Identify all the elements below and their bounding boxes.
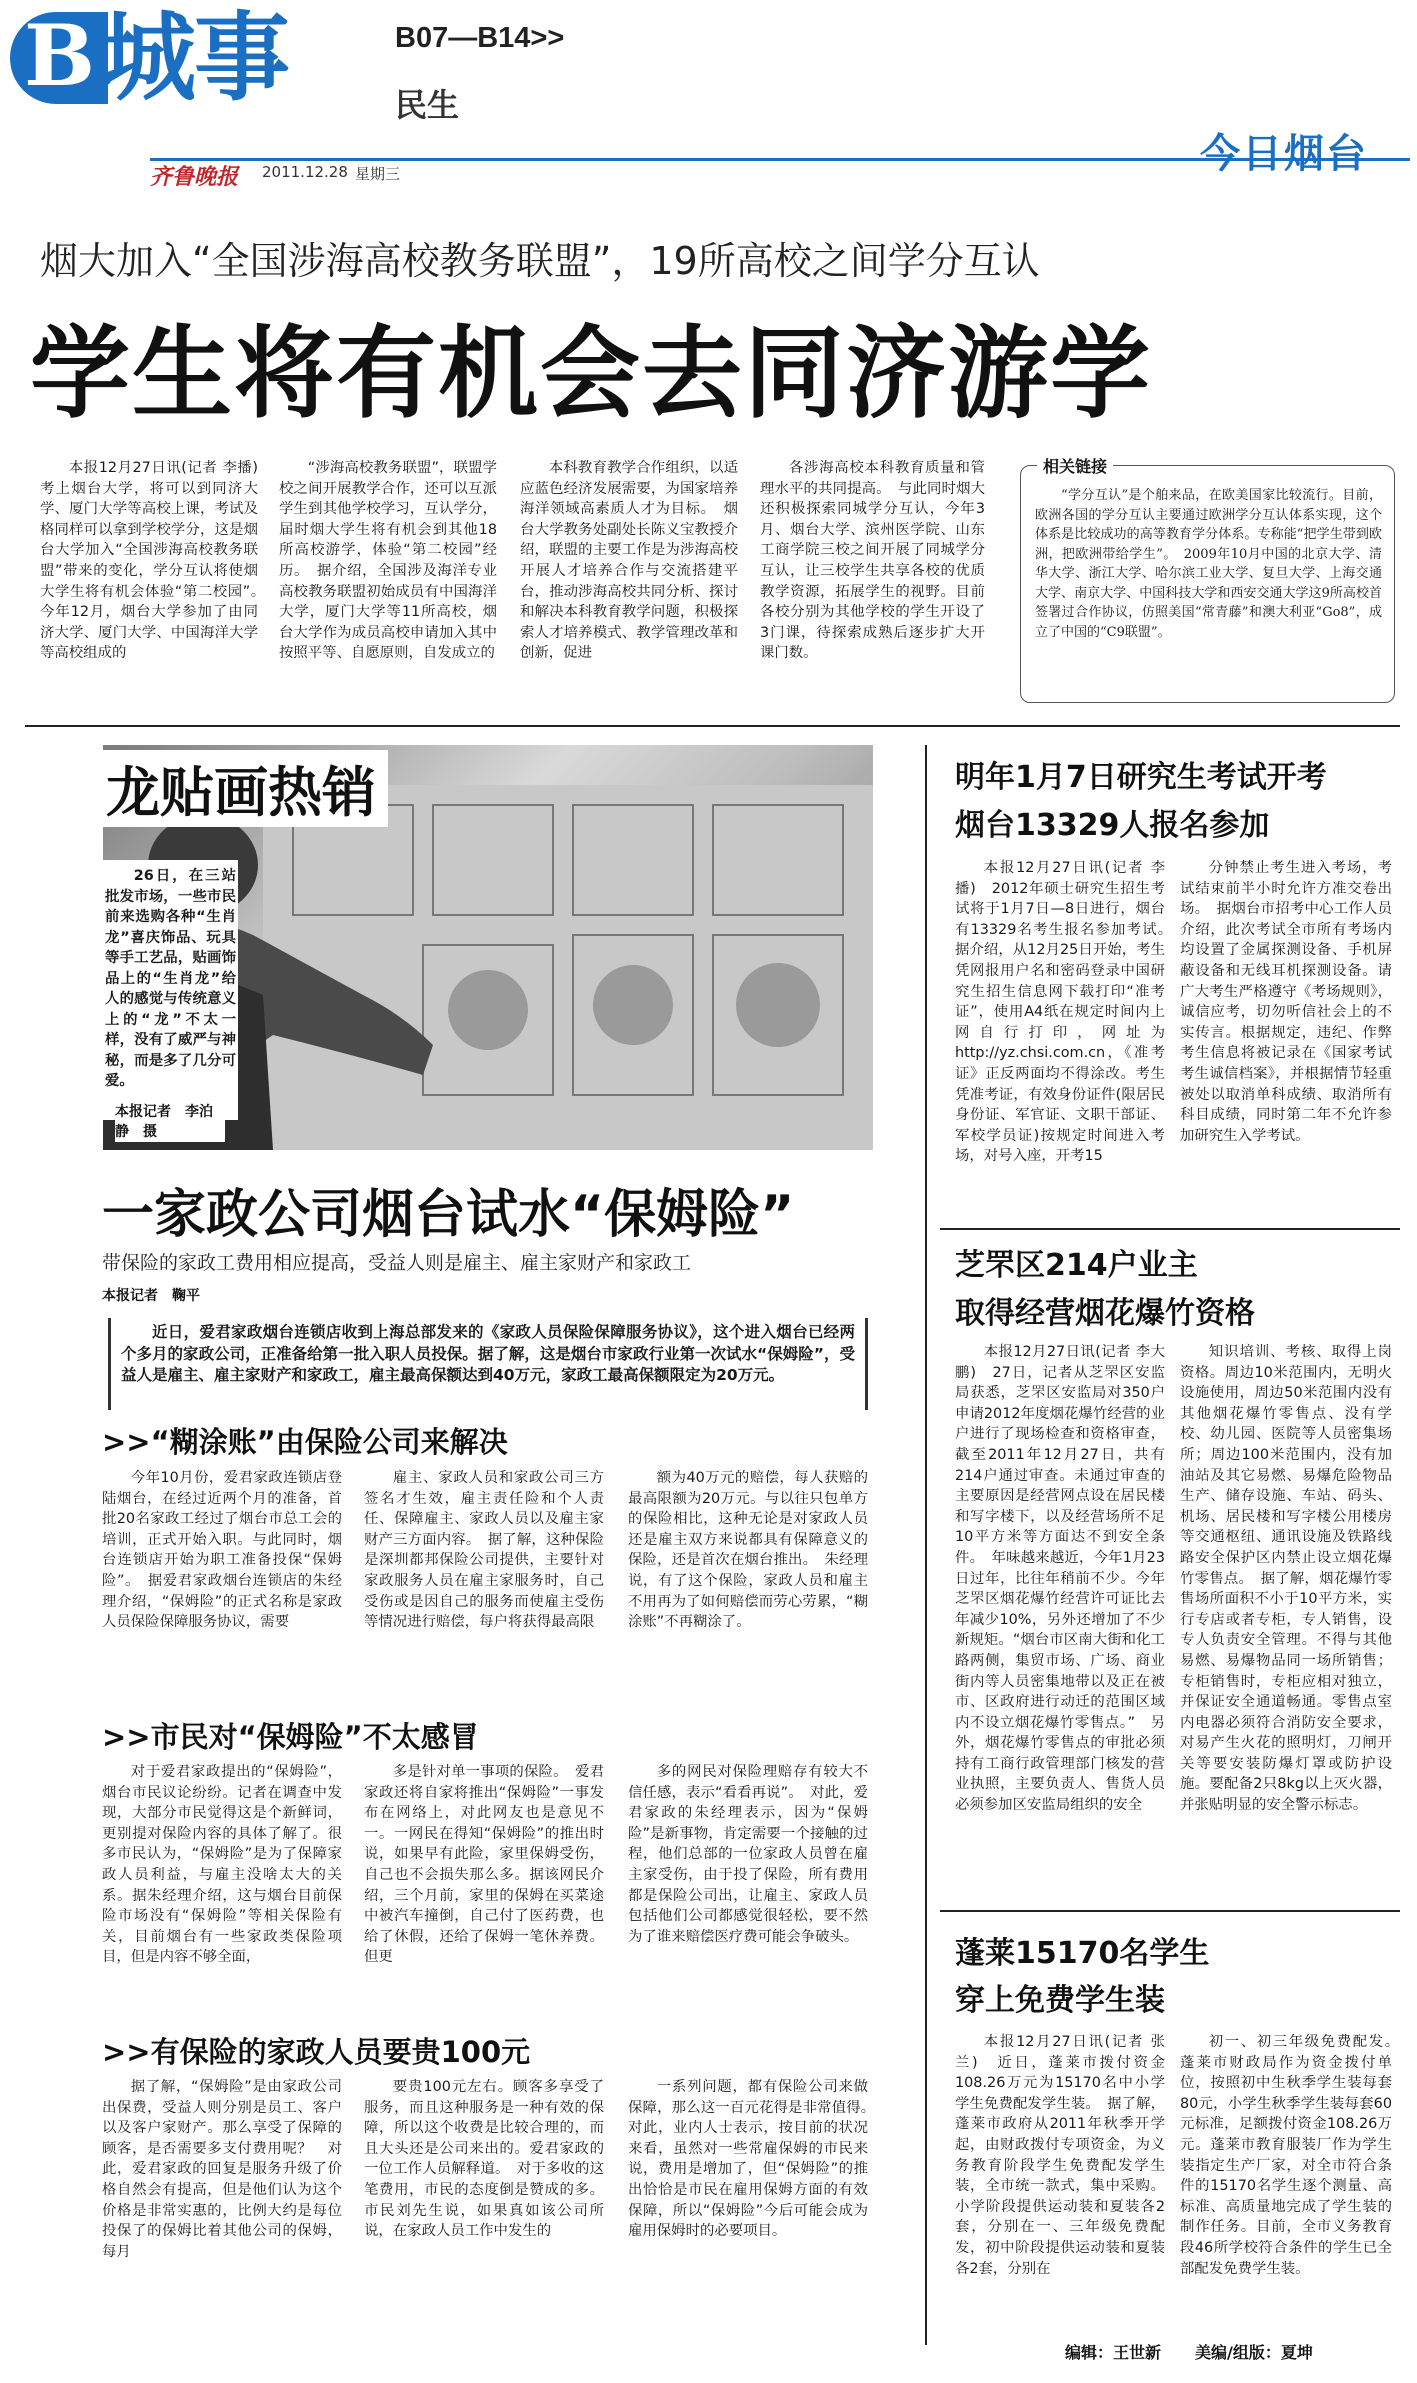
nanny-sec3-title: >>有保险的家政人员要贵100元	[102, 2035, 531, 2069]
section-name: 城事	[100, 2, 288, 114]
column-divider	[925, 745, 927, 2345]
lead-kicker: 烟大加入“全国涉海高校教务联盟”，19所高校之间学分互认	[40, 239, 1040, 283]
nanny-sec2-col-2: 多是针对单一事项的保险。 爱君家政还将自家将推出“保姆险”一事发布在网络上，对此网友也是意见不一。一网民在得知“保姆险”的推出时说，如果早有此险，家里保姆受伤，自己也不会损失那么多。据该网民介绍，三个月前，家里的保姆在买菜途中被汽车撞倒，自己付了医药费，也给了休假，还给了保姆一笔休养费。但更	[364, 1764, 604, 1966]
nanny-sec2-title: >>市民对“保姆险”不太感冒	[102, 1720, 479, 1754]
nanny-sec3-col-1: 据了解，“保姆险”是由家政公司出保费，受益人则分别是员工、客户以及客户家财产。那么享受了保障的顾客，是否需要多支付费用呢？ 对此，爱君家政的回复是服务升级了价格自然会有提高，但是他们认为这个价格是非常实惠的，比例大约是每位投保了的保姆比着其他公司的保姆，每月	[102, 2079, 342, 2260]
nanny-sec1-col-2: 雇主、家政人员和家政公司三方签名才生效，雇主责任险和个人责任、保障雇主、家政人员以及雇主家财产三方面内容。 据了解，这种保险是深圳都邦保险公司提供，主要针对家政服务人员在雇主家服务时，自己受伤或是因自己的服务而使雇主受伤等情况进行赔偿，每户将获得最高限	[364, 1470, 604, 1631]
nanny-headline: 一家政公司烟台试水“保姆险”	[102, 1185, 795, 1245]
nanny-sec1-title: >>“糊涂账”由保险公司来解决	[102, 1425, 508, 1459]
section-badge	[10, 6, 108, 105]
exam-headline-2: 烟台13329人报名参加	[955, 808, 1270, 843]
nanny-summary-box	[108, 1318, 868, 1410]
edition-label: 今日烟台	[1200, 131, 1368, 177]
penglai-headline-2: 穿上免费学生装	[955, 1983, 1165, 2018]
fireworks-bottom-rule	[940, 1910, 1400, 1912]
nanny-sec3-col-2: 要贵100元左右。顾客多享受了服务，而且这种服务是一种有效的保障，所以这个收费是比较合理的，而且大头还是公司来出的。爱君家政的一位工作人员解释道。 对于多收的这笔费用，市民的态度倒是赞成的多。市民刘先生说，如果真如该公司所说，在家政人员工作中发生的	[364, 2079, 604, 2240]
nanny-sec2-col-3: 多的网民对保险理赔存有较大不信任感，表示“看看再说”。 对此，爱君家政的朱经理表示，因为“保姆险”是新事物，肯定需要一个接触的过程，他们总部的一位家政人员曾在雇主家受伤，由于投了保险，所有费用都是保险公司出，让雇主、家政人员包括他们公司都感觉很轻松，要不然为了谁来赔偿医疗费可能会争破头。	[628, 1764, 868, 1945]
nanny-byline: 本报记者 鞠平	[102, 1288, 200, 1304]
penglai-headline-1: 蓬莱15170名学生	[955, 1936, 1210, 1971]
dragon-headline: 龙贴画热销	[102, 750, 388, 827]
lead-col-2: “涉海高校教务联盟”，联盟学校之间开展教学合作，还可以互派学生到其他学校学习，互认学分，届时烟大学生将有机会到其他18所高校游学，体验“第二校园”经历。 据介绍，全国涉及海洋专业高校教务联盟初始成员有中国海洋大学，厦门大学等11所高校，烟台大学作为成员高校申请加入其中按照平等、自愿原则，自发成立的	[279, 460, 497, 662]
nanny-sec1-col-3: 额为40万元的赔偿，每人获赔的最高限额为20万元。与以往只包单方的保险相比，这种无论是对家政人员还是雇主双方来说都具有保障意义的保险，还是首次在烟台推出。 朱经理说，有了这个保险，家政人员和雇主不用再为了如何赔偿而劳心劳累，“糊涂账”不再糊涂了。	[628, 1470, 868, 1631]
related-link-title: 相关链接	[1037, 454, 1113, 477]
fireworks-col-1: 本报12月27日讯(记者 李大鹏) 27日，记者从芝罘区安监局获悉，芝罘区安监局对350户申请2012年度烟花爆竹经营的业户进行了现场检查和资格审查，截至2011年12月27日，共有214户通过审查。未通过审查的主要原因是经营网点设在居民楼和写字楼下，以及经营场所不足10平方米等方面达不到安全条件。 年味越来越近，今年1月23日过年，比往年稍前不少。今年芝罘区烟花爆竹经营许可证比去年减少10%，另外还增加了不少新规矩。“烟台市区南大街和化工路两侧，集贸市场、广场、商业街内等人员密集地带以及正在被市、区政府进行动迁的范围区域内不设立烟花爆竹零售点。” 另外，烟花爆竹零售点的审批必须持有工商行政管理部门核发的营业执照，主要负责人、售货人员必须参加区安监局组织的安全	[955, 1344, 1165, 1814]
lead-col-3: 本科教育教学合作组织，以适应蓝色经济发展需要，为国家培养海洋领域高素质人才为目标。 烟台大学教务处副处长陈义宝教授介绍，联盟的主要工作是为涉海高校开展人才培养合作与交流搭建平台，推动涉海高校共同分析、探讨和解决本科教育教学问题，积极探索人才培养模式、教学管理改革和创新，促进	[520, 460, 738, 662]
fireworks-headline-1: 芝罘区214户业主	[955, 1248, 1198, 1283]
section-letter: B	[24, 6, 95, 105]
lead-col-4: 各涉海高校本科教育质量和管理水平的共同提高。 与此同时烟大还积极探索同城学分互认，今年3月、烟台大学、滨州医学院、山东工商学院三校之间开展了同城学分互认，让三校学生共享各校的优质教学资源，拓展学生的视野。目前各校分别为其他学校的学生开设了3门课，待探索成熟后逐步扩大开课门数。	[760, 460, 985, 662]
related-link-box	[1020, 457, 1395, 703]
category-label: 民生	[395, 86, 460, 124]
penglai-col-1: 本报12月27日讯(记者 张兰) 近日，蓬莱市拨付资金108.26万元为15170名中小学学生免费配发学生装。 据了解，蓬莱市政府从2011年秋季开学起，由财政拨付专项资金，为义务教育阶段学生免费配发学生装，全市统一款式，集中采购。小学阶段提供运动装和夏装各2套，分别在一、三年级免费配发，初中阶段提供运动装和夏装各2套，分别在	[955, 2034, 1165, 2277]
exam-headline-1: 明年1月7日研究生考试开考	[955, 760, 1327, 795]
dragon-photo-credit: 本报记者 李泊静 摄	[115, 1102, 225, 1142]
issue-weekday: 星期三	[355, 165, 401, 183]
related-link-text: “学分互认”是个舶来品，在欧美国家比较流行。目前，欧洲各国的学分互认主要通过欧洲学分互认体系实现，这个体系是比较成功的高等教育学分体系。专称能“把学生带到欧洲，把欧洲带给学生”。 2009年10月中国的北京大学、清华大学、浙江大学、哈尔滨工业大学、复旦大学、上海交通大学、南京大学、中国科技大学和西安交通大学这9所高校首签署过合作协议，仿照美国“常青藤”和澳大利亚“Go8”，成立了中国的“C9联盟”。	[1035, 488, 1382, 640]
footer-design: 美编/组版：夏坤	[1195, 2343, 1313, 2362]
nanny-summary: 近日，爱君家政烟台连锁店收到上海总部发来的《家政人员保险保障服务协议》，这个进入烟台已经两个多月的家政公司，正准备给第一批入职人员投保。据了解，这是烟台市家政行业第一次试水“保姆险”，受益人是雇主、雇主家财产和家政工，雇主最高保额达到40万元，家政工最高保额限定为20万元。	[121, 1323, 855, 1384]
exam-col-1: 本报12月27日讯(记者 李播) 2012年硕士研究生招生考试将于1月7日—8日进行，烟台有13329名考生报名参加考试。 据介绍，从12月25日开始，考生凭网报用户名和密码登录中国研究生招生信息网下载打印“准考证”，使用A4纸在规定时间内上网自行打印，网址为http://yz.chsi.com.cn，《准考证》正反两面均不得涂改。考生凭准考证，有效身份证件(限居民身份证、军官证、文职干部证、军校学员证)按规定时间进入考场，对号入座，开考15	[955, 860, 1180, 1165]
lead-headline: 学生将有机会去同济游学	[30, 315, 1152, 432]
lead-bottom-rule	[25, 725, 1400, 727]
paper-logo: 齐鲁晚报	[150, 164, 239, 190]
page-range: B07—B14>>	[395, 22, 565, 54]
fireworks-col-2: 知识培训、考核、取得上岗资格。周边10米范围内，无明火设施使用，周边50米范围内没有其他烟花爆竹零售点、没有学校、幼儿园、医院等人员密集场所；周边100米范围内，没有加油站及其它易燃、易爆危险物品生产、储存设施、车站、码头、机场、居民楼和写字楼公用楼房等交通枢纽、通讯设施及铁路线路安全保护区内禁止设立烟花爆竹零售点。 据了解，烟花爆竹零售场所面积不小于10平方米，实行专店或者专柜，专人销售，设专人负责安全管理。不得与其他易燃、易爆物品同一场所销售；专柜销售时，专柜应相对独立，并保证安全通道畅通。零售点室内电器必须符合消防安全要求，对易产生火花的照明灯，刀闸开关等要安装防爆灯罩或防护设施。要配备2只8kg以上灭火器，并张贴明显的安全警示标志。	[1180, 1344, 1392, 1814]
nanny-sec1-col-1: 今年10月份，爱君家政连锁店登陆烟台，在经过近两个月的准备，首批20名家政工经过了烟台市总工会的培训，正式开始入职。与此同时，烟台连锁店开始为职工准备投保“保姆险”。 据爱君家政烟台连锁店的朱经理介绍，“保姆险”的正式名称是家政人员保险保障服务协议，需要	[102, 1470, 342, 1631]
penglai-col-2: 初一、初三年级免费配发。 蓬莱市财政局作为资金拨付单位，按照初中生秋季学生装每套80元，小学生秋季学生装每套60元标准，足额拨付资金108.26万元。蓬莱市教育服装厂作为学生装指定生产厂家，对全市符合条件的15170名学生逐个测量、高标准、高质量地完成了学生装的制作任务。目前，全市义务教育段46所学校符合条件的学生已全部配发免费学生装。	[1180, 2034, 1407, 2277]
nanny-sec3-col-3: 一系列问题，都有保险公司来做保障，那么这一百元花得是非常值得。 对此，业内人士表示，按目前的状况来看，虽然对一些常雇保姆的市民来说，费用是增加了，但“保姆险”的推出恰恰是市民在雇用保姆方面的有效保障，所以“保姆险”今后可能会成为雇用保姆时的必要项目。	[628, 2079, 883, 2240]
exam-bottom-rule	[940, 1228, 1400, 1230]
issue-date: 2011.12.28	[262, 163, 348, 181]
footer-editor: 编辑：王世新	[1065, 2343, 1162, 2362]
nanny-subhead: 带保险的家政工费用相应提高，受益人则是雇主、雇主家财产和家政工	[102, 1252, 692, 1274]
dragon-caption: 26日，在三站批发市场，一些市民前来选购各种“生肖龙”喜庆饰品、玩具等手工艺品，贴画饰品上的“生肖龙”给人的感觉与传统意义上的“龙”不太一样，没有了威严与神秘，而是多了几分可爱。	[103, 860, 238, 1120]
fireworks-headline-2: 取得经营烟花爆竹资格	[955, 1296, 1255, 1331]
nanny-sec2-col-1: 对于爱君家政提出的“保姆险”，烟台市民议论纷纷。记者在调查中发现，大部分市民觉得这是个新鲜词，更别提对保险内容的具体了解了。很多市民认为，“保姆险”是为了保障家政人员利益，与雇主没啥太大的关系。据朱经理介绍，这与烟台目前保险市场没有“保姆险”等相关保险有关，目前烟台有一些家政类保险项目，但是内容不够全面，	[102, 1764, 342, 1966]
exam-col-2: 分钟禁止考生进入考场，考试结束前半小时允许方准交卷出场。 据烟台市招考中心工作人员介绍，此次考试全市所有考场内均设置了金属探测设备、手机屏蔽设备和无线耳机探测设备。请广大考生严格遵守《考场规则》，诚信应考，切勿听信社会上的不实传言。根据规定，违纪、作弊考生信息将被记录在《国家考试考生诚信档案》，并根据情节轻重被处以取消单科成绩、取消所有科目成绩，同时第二年不允许参加研究生入学考试。	[1180, 860, 1392, 1144]
lead-col-1: 本报12月27日讯(记者 李播) 考上烟台大学，将可以到同济大学、厦门大学等高校上课，考试及格同样可以拿到学校学分，这是烟台大学加入“全国涉海高校教务联盟”带来的变化，学分互认将使烟大学生将有机会体验“第二校园”。 今年12月，烟台大学参加了由同济大学、厦门大学、中国海洋大学等高校组成的	[40, 460, 273, 662]
